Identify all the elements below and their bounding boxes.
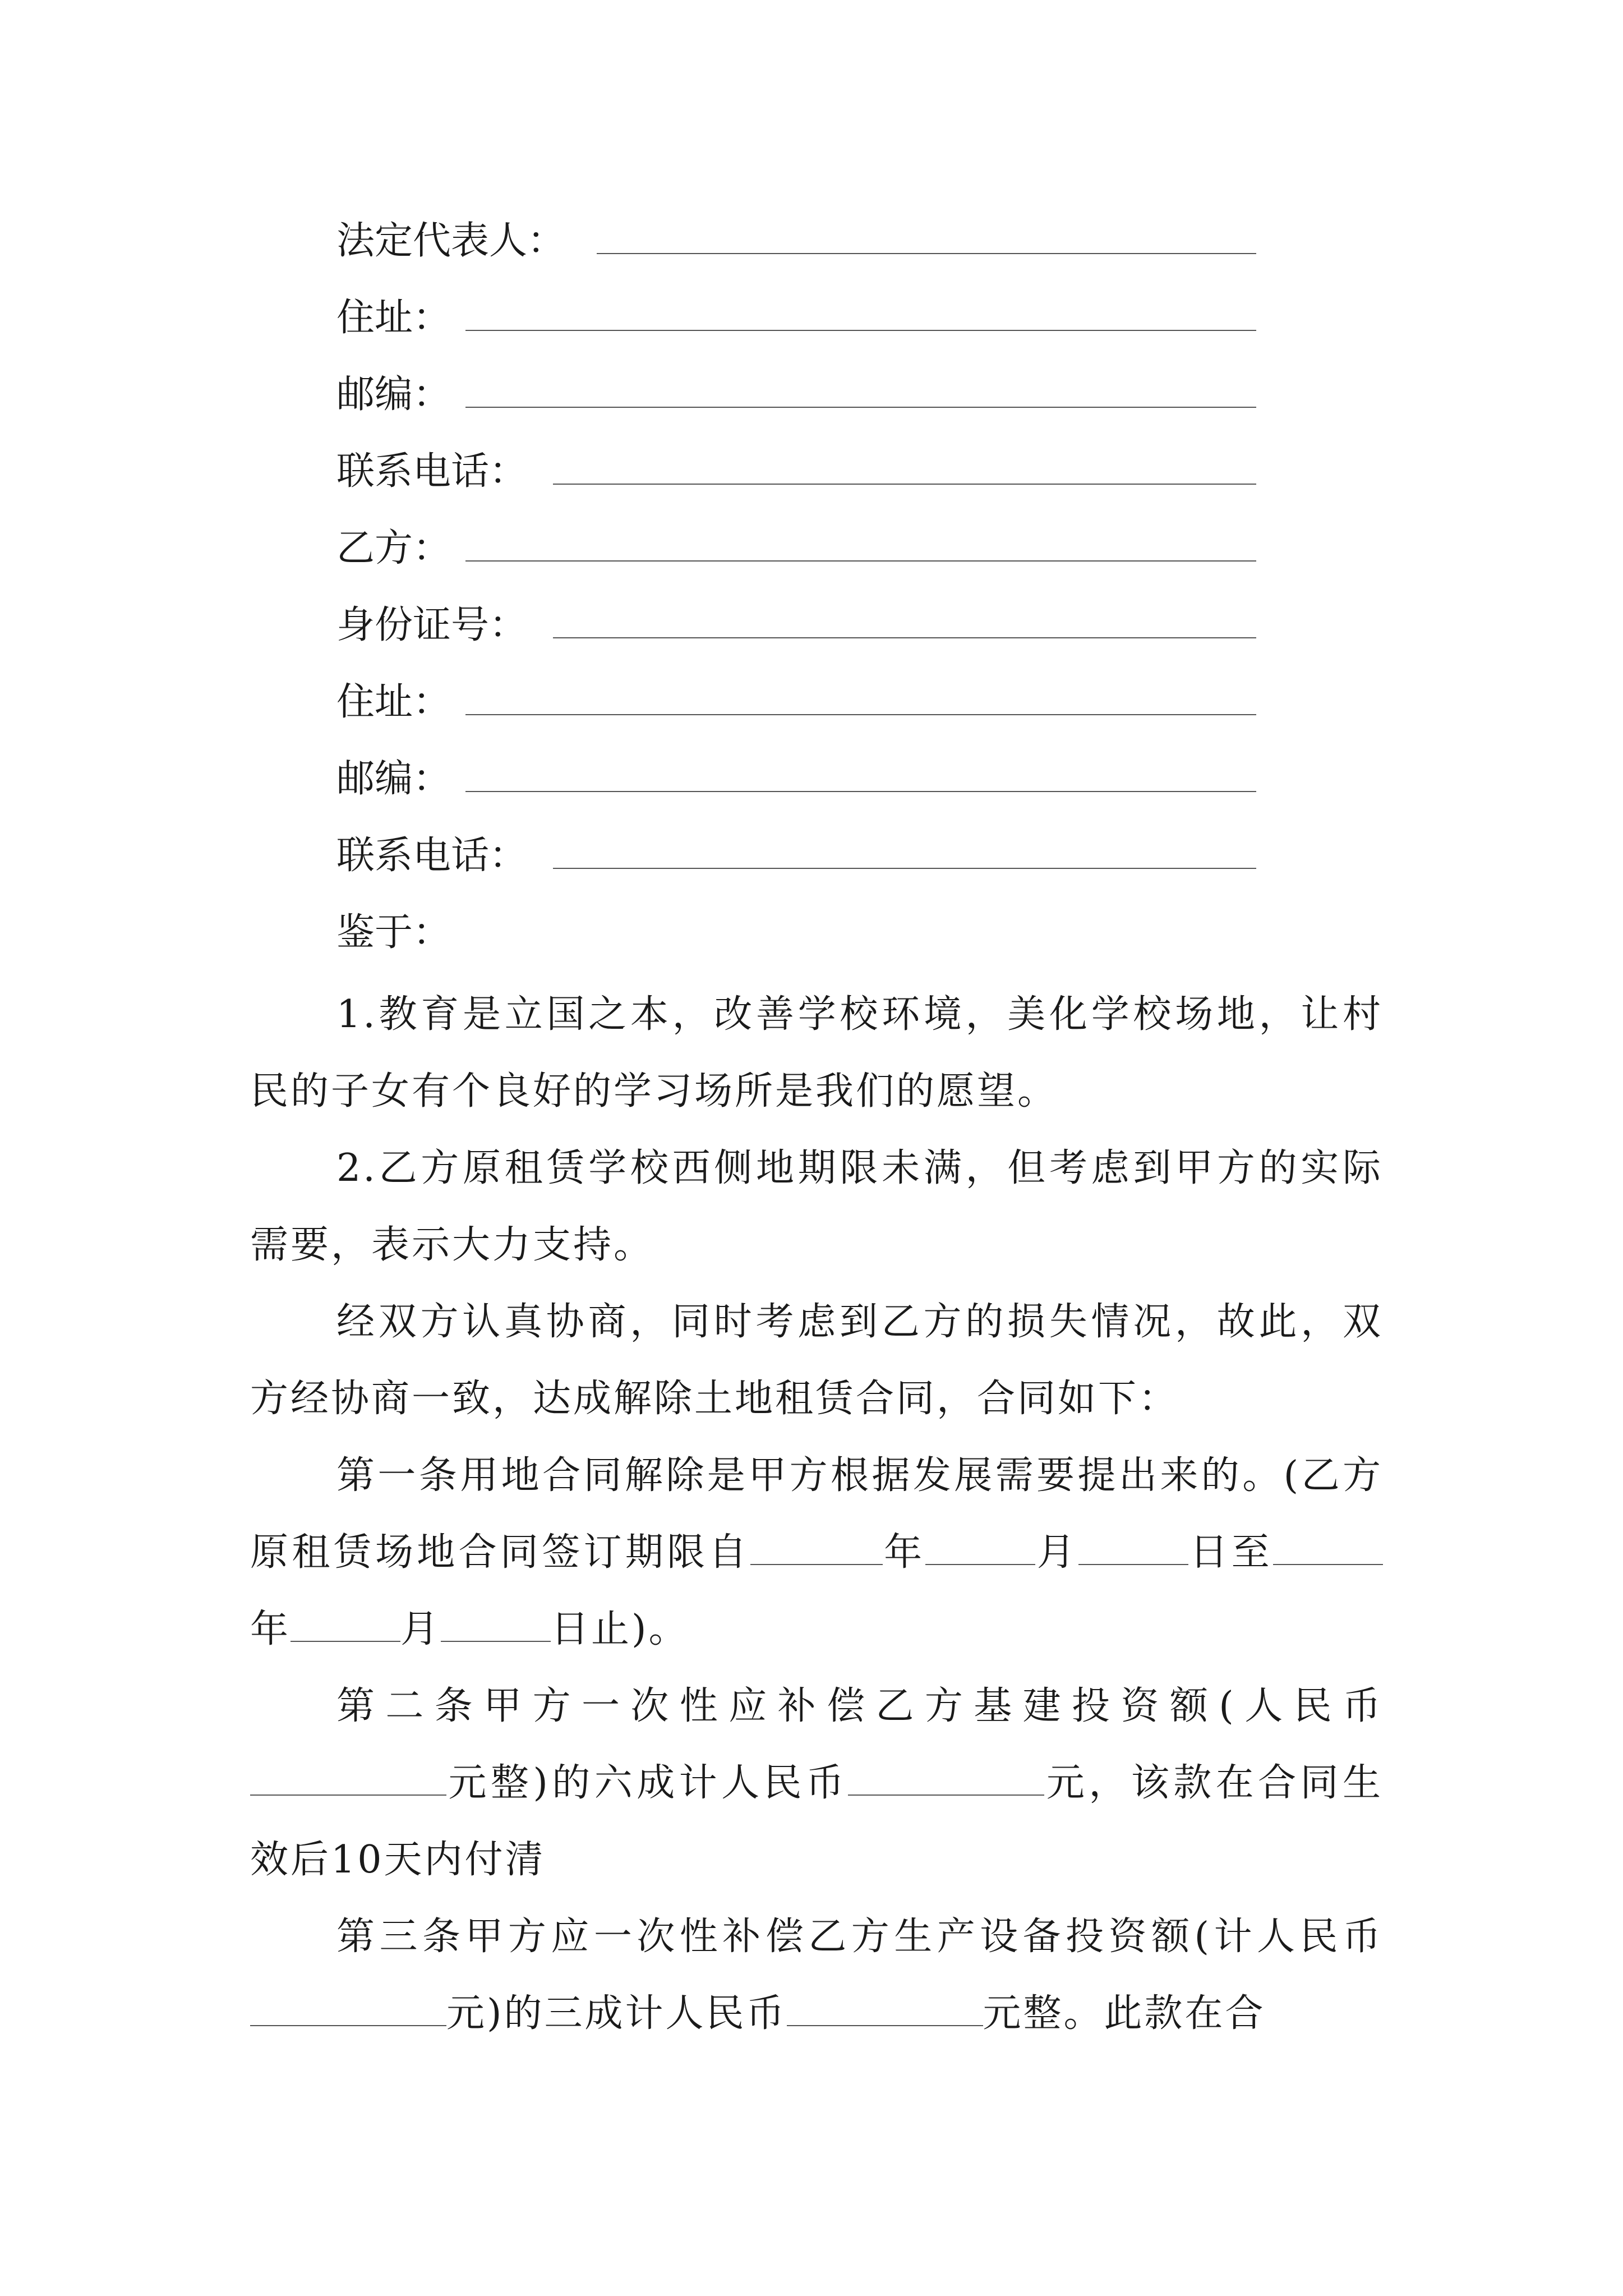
blank-day[interactable] — [1078, 1525, 1188, 1565]
negotiation-paragraph: 经双方认真协商，同时考虑到乙方的损失情况，故此，双方经协商一致，达成解除土地租赁合同，合同如下： — [250, 1300, 1383, 1421]
field-label: 乙方： — [336, 526, 451, 570]
blank-line[interactable] — [553, 868, 1256, 869]
blank-day[interactable] — [441, 1602, 551, 1642]
article-1-text: 第一条用地合同解除是甲方根据发展需要提出来的。(乙方原租赁场地合同签订期限自 — [250, 1453, 1383, 1575]
blank-line[interactable] — [465, 330, 1256, 331]
blank-line[interactable] — [553, 637, 1256, 638]
field-label: 法定代表人： — [336, 219, 566, 263]
field-label: 住址： — [336, 680, 451, 724]
article-2-text: 元整)的六成计人民币 — [446, 1761, 849, 1805]
field-label: 邮编： — [336, 757, 451, 801]
blank-month[interactable] — [291, 1602, 400, 1642]
blank-amount[interactable] — [250, 1986, 446, 2026]
article-2-text: 元，该款在合同生效后10天内付清 — [250, 1761, 1383, 1882]
id-number-field — [336, 595, 1256, 656]
article-1 — [250, 1437, 1383, 1668]
field-label: 身份证号： — [336, 603, 528, 647]
recital-2: 2.乙方原租赁学校西侧地期限未满，但考虑到甲方的实际需要，表示大力支持。 — [250, 1146, 1383, 1267]
blank-line[interactable] — [597, 253, 1256, 254]
blank-line[interactable] — [465, 560, 1256, 562]
article-3-text: 元整。此款在合 — [983, 1991, 1266, 2036]
article-3-text: 元)的三成计人民币 — [446, 1991, 787, 2036]
blank-line[interactable] — [465, 791, 1256, 792]
article-3 — [250, 1898, 1383, 2052]
recital-1: 1.教育是立国之本，改善学校环境，美化学校场地，让村民的子女有个良好的学习场所是我们的愿望。 — [250, 992, 1383, 1114]
article-3-text: 第三条甲方应一次性补偿乙方生产设备投资额(计人民币 — [336, 1915, 1383, 1959]
blank-year[interactable] — [750, 1525, 883, 1565]
day-to-label: 日至 — [1188, 1530, 1273, 1575]
blank-line[interactable] — [465, 407, 1256, 408]
party-b-field — [336, 518, 1256, 579]
postcode-field — [336, 364, 1256, 426]
address-field — [336, 287, 1256, 349]
article-2 — [250, 1668, 1383, 1898]
day-end-label: 日止)。 — [551, 1607, 689, 1651]
whereas-label: 鉴于： — [336, 910, 451, 955]
phone-field-b — [336, 825, 1256, 887]
year-label: 年 — [882, 1530, 926, 1575]
blank-month[interactable] — [925, 1525, 1035, 1565]
blank-amount[interactable] — [787, 1986, 983, 2026]
whereas-heading — [336, 902, 1256, 964]
field-label: 住址： — [336, 296, 451, 340]
year-label: 年 — [250, 1607, 291, 1651]
postcode-field-b — [336, 748, 1256, 810]
field-label: 邮编： — [336, 372, 451, 417]
address-field-b — [336, 671, 1256, 733]
blank-year[interactable] — [1273, 1525, 1383, 1565]
blank-line[interactable] — [465, 714, 1256, 715]
field-label: 联系电话： — [336, 834, 528, 878]
month-label: 月 — [1035, 1530, 1079, 1575]
legal-representative-field — [336, 210, 1256, 272]
month-label: 月 — [400, 1607, 441, 1651]
blank-amount[interactable] — [848, 1755, 1044, 1796]
phone-field — [336, 441, 1256, 503]
article-2-text: 第二条甲方一次性应补偿乙方基建投资额(人民币 — [336, 1684, 1383, 1728]
field-label: 联系电话： — [336, 449, 528, 494]
blank-line[interactable] — [553, 484, 1256, 485]
blank-amount[interactable] — [250, 1755, 446, 1796]
